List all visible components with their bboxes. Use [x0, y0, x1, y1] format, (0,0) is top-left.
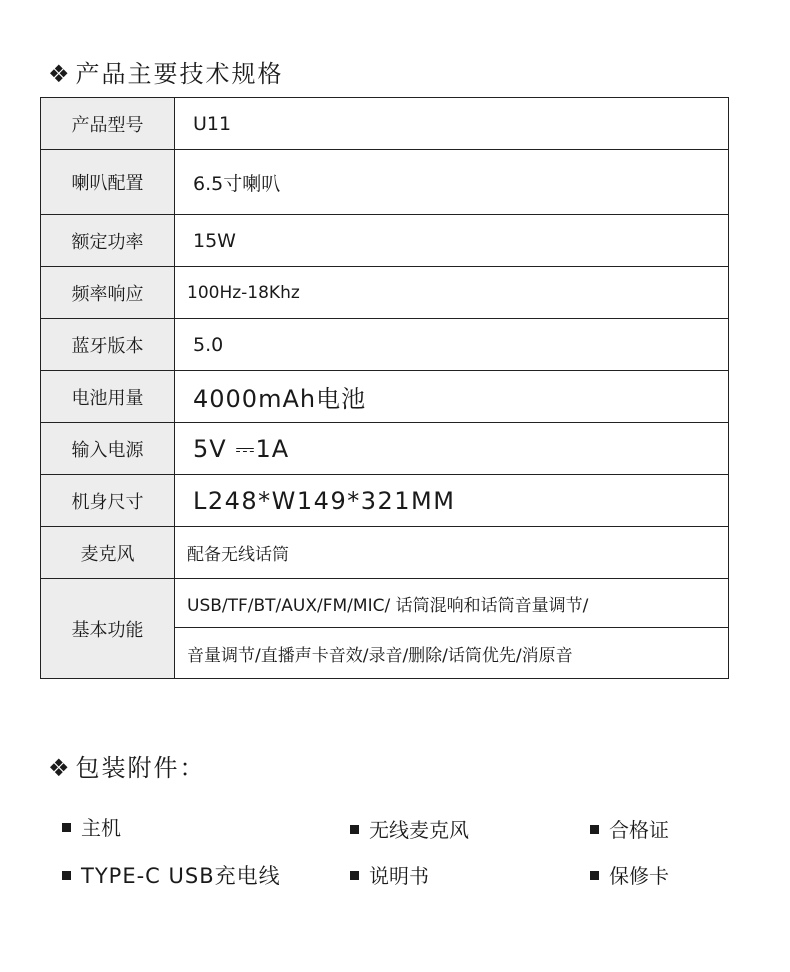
table-row	[41, 215, 729, 267]
accessory-label: 说明书	[369, 864, 429, 888]
spec-label: 电池用量	[41, 371, 175, 423]
accessories-section-title	[48, 748, 206, 783]
spec-value: USB/TF/BT/AUX/FM/MIC/ 话筒混响和话筒音量调节/	[175, 579, 729, 628]
diamond-bullet-icon: ❖	[48, 754, 72, 782]
spec-label: 频率响应	[41, 267, 175, 319]
spec-label: 蓝牙版本	[41, 319, 175, 371]
table-row	[41, 150, 729, 215]
square-bullet-icon	[590, 871, 599, 880]
spec-label: 额定功率	[41, 215, 175, 267]
accessory-label: 保修卡	[609, 864, 669, 888]
spec-label: 喇叭配置	[41, 150, 175, 215]
table-row	[41, 475, 729, 527]
square-bullet-icon	[62, 871, 71, 880]
spec-label: 基本功能	[41, 579, 175, 679]
square-bullet-icon	[350, 871, 359, 880]
spec-value: U11	[175, 98, 729, 150]
table-row	[41, 423, 729, 475]
spec-label: 麦克风	[41, 527, 175, 579]
spec-value: 5.0	[175, 319, 729, 371]
spec-section-title	[48, 54, 284, 89]
spec-value: 5V ⎓1A	[175, 423, 729, 475]
list-item	[62, 812, 121, 841]
list-item	[350, 860, 429, 889]
table-row	[41, 267, 729, 319]
spec-value: 15W	[175, 215, 729, 267]
spec-value: 100Hz-18Khz	[175, 267, 729, 319]
spec-label: 输入电源	[41, 423, 175, 475]
spec-value: 配备无线话筒	[175, 527, 729, 579]
spec-value: 4000mAh电池	[175, 371, 729, 423]
spec-value: L248*W149*321MM	[175, 475, 729, 527]
spec-label: 产品型号	[41, 98, 175, 150]
list-item	[350, 814, 469, 843]
accessory-label: 主机	[81, 816, 121, 840]
accessory-label: TYPE-C USB充电线	[81, 864, 281, 888]
table-row	[41, 98, 729, 150]
accessory-label: 合格证	[609, 818, 669, 842]
list-item	[590, 860, 669, 889]
diamond-bullet-icon: ❖	[48, 60, 72, 88]
accessories-title-text: 包装附件：	[75, 754, 206, 782]
table-row	[41, 319, 729, 371]
square-bullet-icon	[350, 825, 359, 834]
list-item	[62, 860, 281, 890]
table-row	[41, 371, 729, 423]
spec-value: 6.5寸喇叭	[175, 150, 729, 215]
spec-table	[40, 97, 729, 679]
spec-label: 机身尺寸	[41, 475, 175, 527]
spec-title-text: 产品主要技术规格	[75, 60, 284, 88]
list-item	[590, 814, 669, 843]
accessory-label: 无线麦克风	[369, 818, 469, 842]
spec-value: 音量调节/直播声卡音效/录音/删除/话筒优先/消原音	[175, 628, 729, 679]
square-bullet-icon	[590, 825, 599, 834]
square-bullet-icon	[62, 823, 71, 832]
table-row	[41, 579, 729, 628]
table-row	[41, 527, 729, 579]
